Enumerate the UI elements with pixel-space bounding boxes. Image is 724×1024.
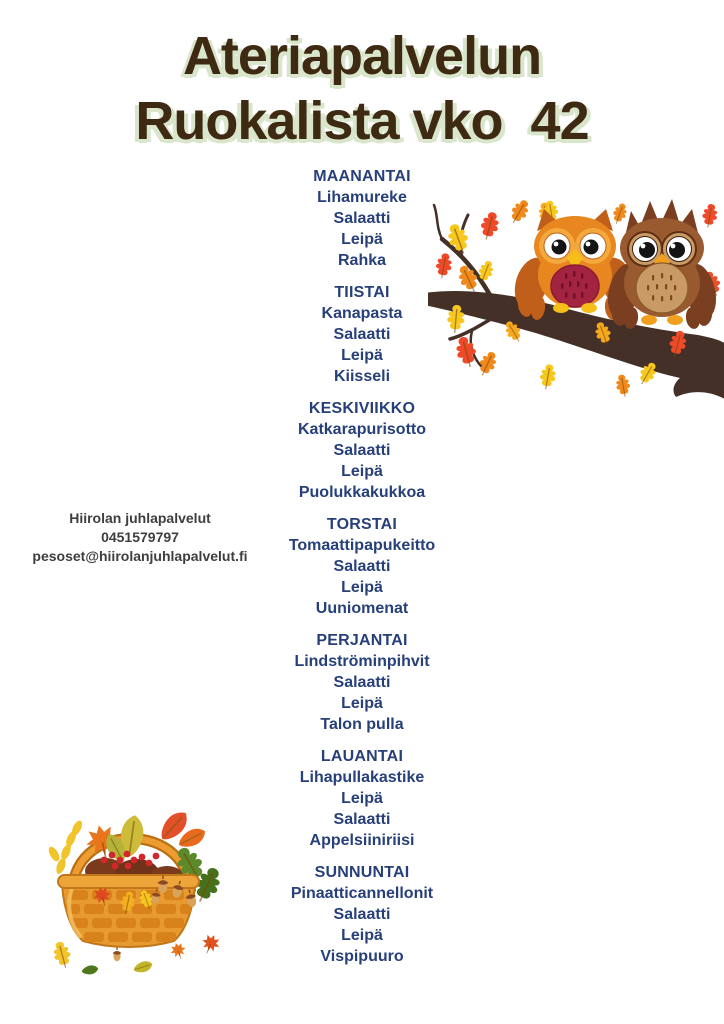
menu-item: Vispipuuro bbox=[320, 948, 404, 965]
menu-item: Leipä bbox=[341, 347, 383, 364]
menu-item: Katkarapurisotto bbox=[297, 421, 427, 438]
day-heading: PERJANTAI bbox=[316, 632, 408, 649]
day-heading: TORSTAI bbox=[326, 516, 398, 533]
contact-name: Hiirolan juhlapalvelut bbox=[69, 510, 211, 526]
menu-item: Salaatti bbox=[333, 674, 391, 691]
menu-item: Leipä bbox=[341, 927, 383, 944]
menu-item: Salaatti bbox=[333, 906, 391, 923]
menu-item: Appelsiiniriisi bbox=[309, 832, 415, 849]
day-heading: TIISTAI bbox=[334, 284, 390, 301]
menu-item: Leipä bbox=[341, 695, 383, 712]
menu-item: Lihamureke bbox=[317, 189, 407, 206]
menu-item: Tomaattipapukeitto bbox=[288, 537, 436, 554]
menu-item: Salaatti bbox=[333, 811, 391, 828]
menu-item: Salaatti bbox=[333, 558, 391, 575]
day-heading: MAANANTAI bbox=[313, 168, 411, 185]
menu-item: Leipä bbox=[341, 231, 383, 248]
page-title-line2: Ruokalista vko 42 bbox=[135, 91, 589, 151]
menu-item: Salaatti bbox=[333, 442, 391, 459]
menu-item: Kanapasta bbox=[321, 305, 403, 322]
menu-item: Talon pulla bbox=[320, 716, 404, 733]
contact-block bbox=[24, 509, 256, 566]
menu-item: Leipä bbox=[341, 579, 383, 596]
contact-email: pesoset@hiirolanjuhlapalvelut.fi bbox=[32, 548, 248, 564]
menu-day-tiistai bbox=[192, 282, 532, 387]
menu-item: Salaatti bbox=[333, 326, 391, 343]
day-heading: SUNNUNTAI bbox=[314, 864, 410, 881]
menu-item: Kiisseli bbox=[333, 368, 391, 385]
menu-item: Salaatti bbox=[333, 210, 391, 227]
page-title-line1: Ateriapalvelun bbox=[182, 26, 542, 86]
menu-item: Rahka bbox=[337, 252, 387, 269]
menu-item: Pinaatticannellonit bbox=[290, 885, 434, 902]
menu-item: Leipä bbox=[341, 463, 383, 480]
menu-day-maanantai bbox=[192, 166, 532, 271]
page-title bbox=[0, 24, 724, 154]
menu-item: Uuniomenat bbox=[315, 600, 409, 617]
menu-item: Lindströminpihvit bbox=[294, 653, 430, 670]
menu-item: Leipä bbox=[341, 790, 383, 807]
menu-day-perjantai bbox=[192, 630, 532, 735]
menu-day-keskiviikko bbox=[192, 398, 532, 503]
menu-item: Puolukkakukkoa bbox=[298, 484, 426, 501]
menu-item: Lihapullakastike bbox=[299, 769, 425, 786]
contact-phone: 0451579797 bbox=[101, 529, 179, 545]
day-heading: KESKIVIIKKO bbox=[308, 400, 416, 417]
autumn-basket-illustration bbox=[16, 778, 250, 1014]
day-heading: LAUANTAI bbox=[320, 748, 404, 765]
